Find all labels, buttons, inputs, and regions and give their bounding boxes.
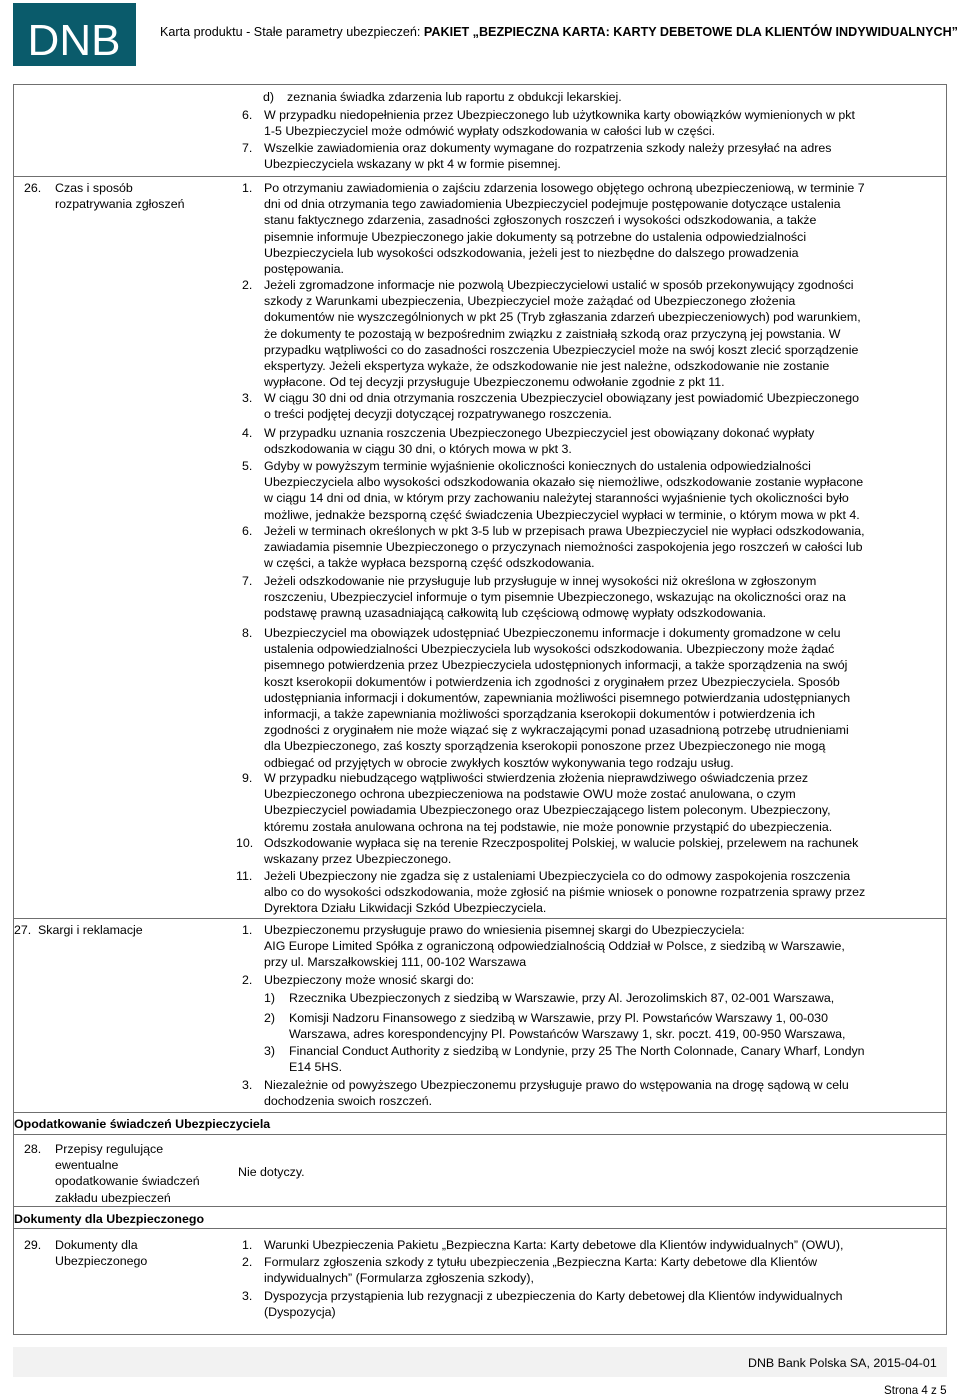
section-26-number: 26.	[24, 181, 42, 195]
s26-item-line: Jeżeli odszkodowanie nie przysługuje lub przysługuje w innej wysokości niż określona w zgłoszonym	[264, 574, 817, 588]
s27-item-3-line: dochodzenia swoich roszczeń.	[264, 1094, 433, 1109]
s26-item-line: udostępniania informacji i dokumentów, zapewniania możliwości pisemnego potwierdzania udostępnianych	[264, 690, 851, 705]
title-prefix: Karta produktu - Stałe parametry ubezpieczeń:	[160, 25, 424, 39]
s26-item-line: W ciągu 30 dni od dnia otrzymania roszczenia Ubezpieczyciel obowiązany jest powiadomić Ubezpieczonego	[264, 391, 860, 405]
item-6-line: W przypadku niedopełnienia przez Ubezpieczonego lub użytkownika karty obowiązków wymienionych w pkt	[264, 108, 855, 122]
section-26-label: rozpatrywania zgłoszeń	[55, 197, 185, 211]
section-28-number: 28.	[24, 1142, 42, 1156]
s26-item-line: Ubezpieczyciel powiadamia Ubezpieczonego oraz Ubezpieczającego listem poleconym. Ubezpieczony,	[264, 803, 831, 818]
s29-item-line: Formularz zgłoszenia szkody z tytułu ubezpieczenia „Bezpieczna Karta: Karty debetowe dla Klientów	[264, 1255, 818, 1269]
s27-item-2-number: 2.	[242, 973, 253, 987]
section-29-number: 29.	[24, 1238, 42, 1252]
section-28-label: zakładu ubezpieczeń	[55, 1190, 171, 1205]
s27-item-1-line: AIG Europe Limited Spółka z ograniczoną odpowiedzialnością Oddział w Polsce, z siedzibą w Warszawie,	[264, 939, 845, 954]
s27-item-2-text: Ubezpieczony może wnosić skargi do:	[264, 973, 475, 987]
subitem-d-letter: d)	[263, 90, 275, 104]
s26-item-line: ekspertyzy. Jeżeli ekspertyza wykaże, że odszkodowanie nie jest należne, odszkodowanie nie zostanie	[264, 359, 830, 373]
s26-item-line: możliwe, jednakże bezsporną część świadczenia Ubezpieczyciel wypłaci w terminie, o którym mowa w pkt 4.	[264, 507, 860, 522]
s27-item-1-line: Ubezpieczonemu przysługuje prawo do wniesienia pisemnej skargi do Ubezpieczyciela:	[264, 923, 745, 937]
section-27-number: 27.	[14, 923, 32, 937]
section-29-label: Dokumenty dla	[55, 1238, 138, 1252]
s26-item-line: Jeżeli w terminach określonych w pkt 3-5 lub w przepisach prawa Ubezpieczyciel nie wypłaci odszkodowania,	[264, 524, 865, 538]
row-divider	[13, 176, 947, 177]
row-divider	[13, 1112, 947, 1113]
s26-item-number: 1.	[242, 181, 253, 195]
s26-item-line: pisemnego potwierdzenia przez Ubezpieczyciela udostępnionych informacji, a także sporządzenia na swój	[264, 658, 848, 673]
s26-item-line: postępowania.	[264, 262, 344, 276]
s26-item-line: wskazany przez Ubezpieczonego.	[264, 852, 452, 867]
s26-item-line: Jeżeli Ubezpieczony nie zgadza się z ustaleniami Ubezpieczyciela co do odmowy zaspokojenia roszczenia	[264, 869, 851, 883]
s26-item-line: ustalenia odpowiedzialności Ubezpieczyciela lub wysokości odszkodowania. Ubezpieczony może żądać	[264, 642, 835, 657]
s26-item-line: w części, a także wypłaca bezsporną część odszkodowania.	[264, 556, 595, 571]
s27-subitem-line: Rzecznika Ubezpieczonych z siedzibą w Warszawie, przy Al. Jerozolimskich 87, 02-001 Warszawa,	[289, 991, 835, 1005]
item-7-line: Wszelkie zawiadomienia oraz dokumenty wymagane do rozpatrzenia szkody należy przesyłać na adres	[264, 141, 832, 155]
subitem-d-text: zeznania świadka zdarzenia lub raportu z obdukcji lekarskiej.	[287, 90, 622, 104]
item-6-line: 1-5 Ubezpieczyciel może odmówić wypłaty odszkodowania w całości lub w części.	[264, 124, 716, 139]
row-divider	[13, 918, 947, 919]
s26-item-number: 3.	[242, 391, 253, 405]
s26-item-line: odszkodowania w ciągu 30 dni, o których mowa w pkt 3.	[264, 442, 572, 457]
section-28-label: ewentualne	[55, 1158, 119, 1173]
s26-item-line: podstawę prawną uzasadniającą całkowitą lub częściową odmowę wypłaty odszkodowania.	[264, 606, 767, 621]
s26-item-line: pisemnie informuje Ubezpieczonego jakie dokumenty są potrzebne do ustalenia odpowiedzialności	[264, 229, 807, 244]
table-bottom-rule	[13, 1334, 947, 1335]
section-heading-documents: Dokumenty dla Ubezpieczonego	[14, 1212, 205, 1226]
s26-item-line: Jeżeli zgromadzone informacje nie pozwolą Ubezpieczycielowi ustalić w sposób przekonywujący zgodności	[264, 278, 854, 292]
s26-item-number: 9.	[242, 771, 253, 785]
dnb-logo	[13, 3, 136, 66]
s26-item-line: dokumentów nie wyszczególnionych w pkt 25 (Tryb zgłaszania zdarzeń ubezpieczeniowych) pod warunkiem,	[264, 310, 861, 325]
s26-item-number: 10.	[236, 836, 254, 850]
s26-item-line: informacji, a także zapewniania możliwości sporządzania kserokopii dokumentów i potwierdzenia ich	[264, 707, 815, 721]
s26-item-line: Ubezpieczyciel ma obowiązek udostępniać Ubezpieczonemu informacje i dokumenty gromadzone w celu	[264, 626, 841, 640]
page-header	[0, 0, 960, 68]
row-divider	[13, 1134, 947, 1135]
s26-item-number: 8.	[242, 626, 253, 640]
dnb-logo-icon	[13, 3, 136, 66]
section-28-value: Nie dotyczy.	[238, 1165, 305, 1179]
s27-item-1-line: przy ul. Marszałkowskiej 111, 00-102 Warszawa	[264, 955, 527, 970]
section-26-label: Czas i sposób	[55, 181, 133, 195]
s26-item-line: Po otrzymaniu zawiadomienia o zajściu zdarzenia losowego objętego ochroną ubezpieczeniową, w terminie 7	[264, 181, 865, 195]
s27-subitem-line: Warszawa, adres korespondencyjny Pl. Powstańców Warszawy 1, skr. poczt. 419, 00-950 Warszawa,	[289, 1027, 846, 1042]
s29-item-line: Dyspozycja przystąpienia lub rezygnacji z ubezpieczenia do Karty debetowej dla Klientów indywidualnych	[264, 1289, 843, 1303]
s26-item-line: dni od dnia otrzymania tego zawiadomienia Ubezpieczyciel podejmuje postępowanie dotyczące ustalenia	[264, 197, 841, 212]
s26-item-line: Ubezpieczyciela lub wysokości odszkodowania, jeżeli jest to niezbędne do dalszego prowadzenia	[264, 245, 799, 260]
s26-item-number: 4.	[242, 426, 253, 440]
table-top-rule	[13, 84, 947, 85]
s29-item-line: indywidualnych” (Formularza zgłoszenia szkody),	[264, 1271, 534, 1286]
s26-item-line: przypadku wątpliwości co do zasadności roszczenia Ubezpieczyciel może na swój koszt zlecić sporządzenie	[264, 342, 859, 357]
s29-item-number: 3.	[242, 1289, 253, 1303]
item-7-line: Ubezpieczyciela wskazany w pkt 4 w formie pisemnej.	[264, 157, 561, 172]
s26-item-line: Gdyby w powyższym terminie wyjaśnienie okoliczności koniecznych do ustalenia odpowiedzialności	[264, 459, 811, 473]
s26-item-line: koszt kserokopii dokumentów i potwierdzenia ich zgodności z oryginałem przez Ubezpieczyciela. Sposób	[264, 674, 840, 689]
document-title	[160, 24, 958, 41]
s26-item-line: zawiadamia pisemnie Ubezpieczonego o przyczynach niemożności zaspokojenia jego roszczeń w całości lub	[264, 540, 863, 555]
s26-item-number: 6.	[242, 524, 253, 538]
item-6-number: 6.	[242, 108, 253, 122]
s26-item-number: 2.	[242, 278, 253, 292]
s27-subitem-line: E14 5HS.	[289, 1060, 343, 1075]
s26-item-line: któremu została anulowana ochrona na tej podstawie, nie może ponownie przystąpić do ubezpieczenia.	[264, 819, 833, 834]
s26-item-line: dla Ubezpieczonego, zaś koszty sporządzenia kserokopii ponoszone przez Ubezpieczonego nie mogą	[264, 739, 826, 754]
s27-item-3-line: Niezależnie od powyższego Ubezpieczonemu przysługuje prawo do wstępowania na drogę sądową w celu	[264, 1078, 849, 1092]
section-29-label: Ubezpieczonego	[55, 1254, 148, 1269]
s27-subitem-line: Financial Conduct Authority z siedzibą w Londynie, przy 25 The North Colonnade, Canary Wharf, Londyn	[289, 1044, 865, 1058]
s26-item-line: wypłacone. Od tej decyzji przysługuje Ubezpieczonemu odwołanie zgodnie z pkt 11.	[264, 375, 725, 390]
row-divider	[13, 1206, 947, 1207]
s27-subitem-number: 1)	[264, 991, 276, 1005]
s26-item-line: zgodności z oryginałem nie może wiązać się z wykraczającymi ponad uzasadnioną potrzebę utrudnieniami	[264, 723, 849, 738]
s26-item-line: o treści podjętej decyzji dotyczącej rozpatrywanego roszczenia.	[264, 407, 612, 422]
s27-item-1-number: 1.	[242, 923, 253, 937]
section-27-label: Skargi i reklamacje	[38, 923, 143, 937]
table-left-border	[13, 84, 14, 1334]
item-7-number: 7.	[242, 141, 253, 155]
s26-item-line: albo co do wysokości odszkodowania, może zgłosić na piśmie wniosek o ponowne rozpatrzenia sprawy przez	[264, 885, 866, 900]
s26-item-line: Ubezpieczyciela albo wysokości odszkodowania okazało się niemożliwe, odszkodowanie zostanie wypłacone	[264, 475, 864, 490]
s26-item-line: stanu faktycznego zdarzenia, zasadności zgłoszonych roszczeń i wysokości odszkodowania, a także	[264, 213, 817, 228]
svg-text:DNB: DNB	[27, 16, 121, 65]
s27-subitem-number: 2)	[264, 1011, 276, 1025]
s27-subitem-number: 3)	[264, 1044, 276, 1058]
table-right-border	[946, 84, 947, 1334]
s26-item-line: w ciągu 14 dni od dnia, w którym przy zachowaniu należytej staranności wyjaśnienie tych okoliczności było	[264, 491, 849, 506]
footer-company: DNB Bank Polska SA, 2015-04-01	[748, 1356, 937, 1370]
s26-item-line: Ubezpieczonego ochrona ubezpieczeniowa na podstawie OWU może zostać anulowana, o czym	[264, 787, 796, 802]
s26-item-line: szkody z Warunkami ubezpieczenia, Ubezpieczyciel może zażądać od Ubezpieczonego złożenia	[264, 294, 796, 309]
s26-item-line: odbiegać od przyjętych w obrocie zwykłych kosztów wykonywania tego rodzaju usług.	[264, 755, 734, 770]
s26-item-line: Dyrektora Działu Likwidacji Szkód Ubezpieczyciela.	[264, 901, 547, 916]
s29-item-number: 2.	[242, 1255, 253, 1269]
s26-item-number: 7.	[242, 574, 253, 588]
section-heading-taxation: Opodatkowanie świadczeń Ubezpieczyciela	[14, 1117, 271, 1131]
s26-item-line: W przypadku niebudzącego wątpliwości stwierdzenia złożenia nieprawdziwego oświadczenia przez	[264, 771, 809, 785]
s26-item-number: 5.	[242, 459, 253, 473]
s29-item-line: Warunki Ubezpieczenia Pakietu „Bezpieczna Karta: Karty debetowe dla Klientów indywidualnych” (OWU),	[264, 1238, 844, 1252]
s26-item-line: Odszkodowanie wypłaca się na terenie Rzeczpospolitej Polskiej, w walucie polskiej, przelewem na rachunek	[264, 836, 859, 850]
row-divider	[13, 1228, 947, 1229]
title-product: PAKIET „BEZPIECZNA KARTA: KARTY DEBETOWE DLA KLIENTÓW INDYWIDUALNYCH”	[423, 25, 958, 39]
s26-item-line: że dokumenty te pozostają w bezpośrednim związku z zaistniałą szkodą oraz przyczyną jej powstania. W	[264, 326, 841, 341]
s27-item-3-number: 3.	[242, 1078, 253, 1092]
section-28-label: Przepisy regulujące	[55, 1142, 164, 1156]
s29-item-line: (Dyspozycja)	[264, 1305, 336, 1320]
s26-item-number: 11.	[236, 869, 253, 883]
page-number: Strona 4 z 5	[884, 1384, 947, 1397]
s26-item-line: roszczeniu, Ubezpieczyciel informuje o tym pisemnie Ubezpieczonego, wskazując na okoliczności oraz na	[264, 590, 846, 605]
s27-subitem-line: Komisji Nadzoru Finansowego z siedzibą w Warszawie, przy Pl. Powstańców Warszawy 1, 00-030	[289, 1011, 828, 1025]
s29-item-number: 1.	[242, 1238, 253, 1252]
section-28-label: opodatkowanie świadczeń	[55, 1174, 200, 1189]
s26-item-line: W przypadku uznania roszczenia Ubezpieczonego Ubezpieczyciel jest obowiązany dokonać wypłaty	[264, 426, 815, 440]
